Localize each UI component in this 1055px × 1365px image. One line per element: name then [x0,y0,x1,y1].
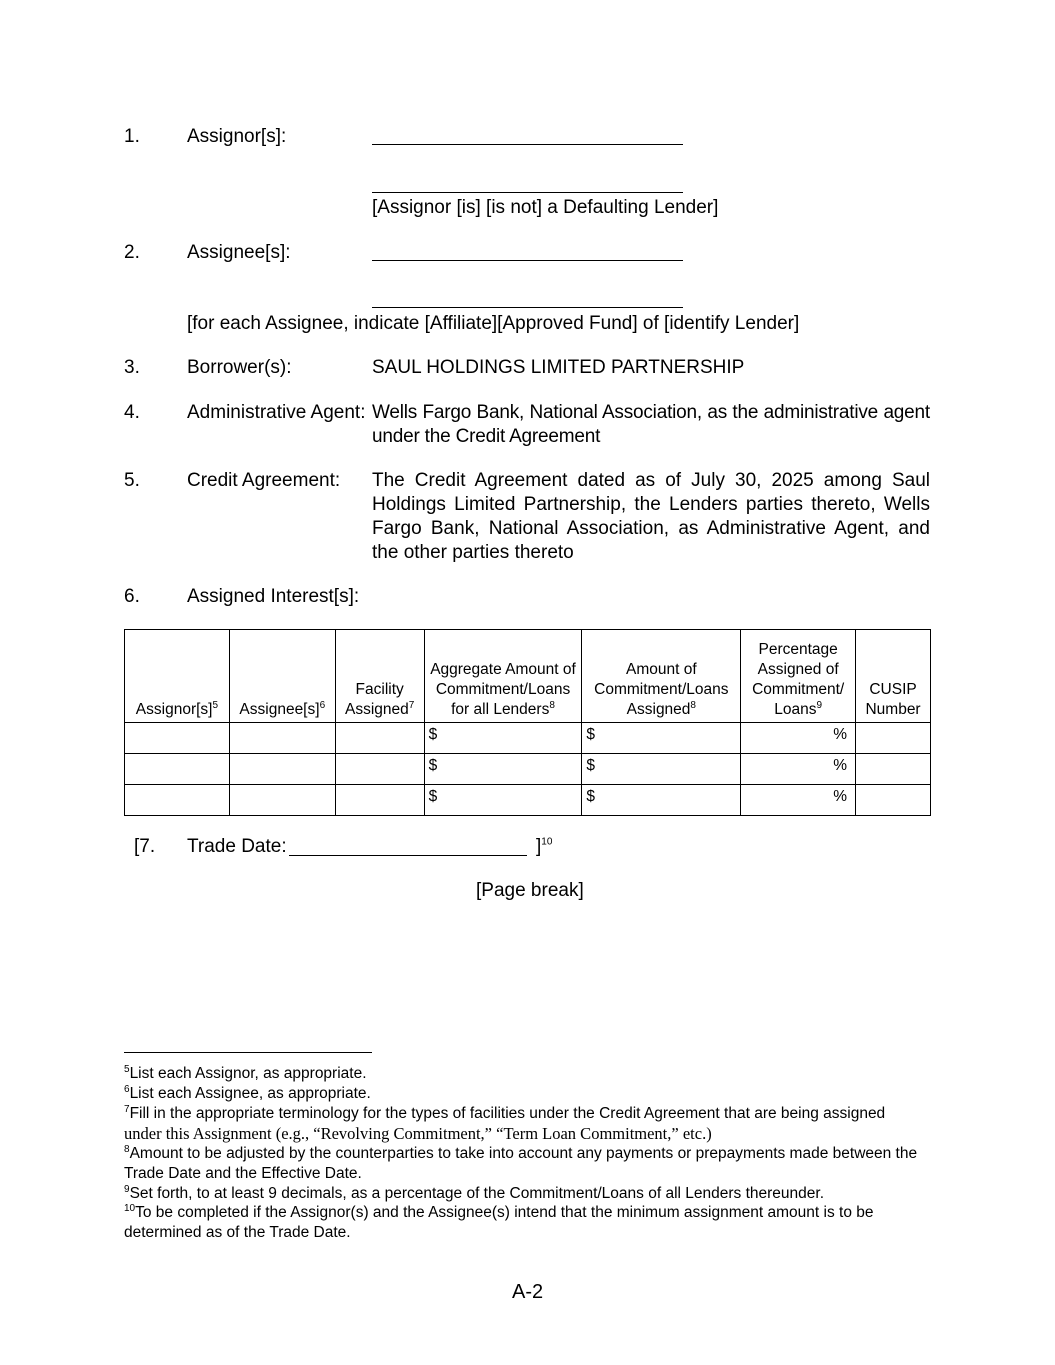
defaulting-lender-note: [Assignor [is] [is not] a Defaulting Lender] [372,197,719,218]
item-6-number: 6. [124,586,140,607]
page-number: A-2 [512,1281,544,1303]
admin-agent-label: Administrative Agent: [187,402,366,423]
table-cell[interactable] [856,723,931,754]
trade-date-bracket-open: [7. [134,836,156,857]
table-cell[interactable]: % [741,754,856,785]
table-header-row [125,630,931,723]
table-cell[interactable]: $ [424,723,582,754]
header-percentage: Percentage Assigned of Commitment/ Loans$^9$ [741,630,856,723]
footnote-9: $^9$Set forth, to at least 9 decimals, as a percentage of the Commitment/Loans of all Lenders thereunder. [124,1183,825,1202]
assignee-label: Assignee[s]: [187,242,291,263]
borrower-label: Borrower(s): [187,357,292,378]
table-cell[interactable] [125,723,230,754]
table-cell[interactable] [856,785,931,816]
assigned-interest-label: Assigned Interest[s]: [187,586,360,607]
header-facility: Facility Assigned$^7$ [335,630,424,723]
header-cusip: CUSIP Number [856,630,931,723]
table-cell[interactable] [335,754,424,785]
table-cell[interactable] [335,785,424,816]
table-cell[interactable] [335,723,424,754]
item-5-number: 5. [124,470,140,491]
item-3-number: 3. [124,357,140,378]
table-cell[interactable]: $ [582,754,741,785]
assignor-line-1[interactable] [372,144,683,145]
header-aggregate-amount: Aggregate Amount of Commitment/Loans for all Lenders$^8$ [424,630,582,723]
table-cell[interactable]: % [741,723,856,754]
assignee-line-2[interactable] [372,307,683,308]
item-2-number: 2. [124,242,140,263]
trade-date-label: Trade Date: [187,836,287,857]
footnote-10: $^{10}$To be completed if the Assignor(s) and the Assignee(s) intend that the minimum assignment amount is to be determined as of the Trade Date. [124,1202,874,1241]
table-row [125,785,931,816]
footnote-8: $^8$Amount to be adjusted by the counterparties to take into account any payments or prepayments made between the Trade Date and the Effective Date. [124,1143,918,1182]
borrower-value: SAUL HOLDINGS LIMITED PARTNERSHIP [372,357,745,378]
affiliate-note: [for each Assignee, indicate [Affiliate][Approved Fund] of [identify Lender] [187,313,800,334]
header-amount-assigned: Amount of Commitment/Loans Assigned$^8$ [582,630,741,723]
table-cell[interactable] [125,785,230,816]
page-break-note: [Page break] [476,880,584,901]
assignee-line-1[interactable] [372,260,683,261]
table-cell[interactable] [125,754,230,785]
item-4-number: 4. [124,402,140,423]
table-row [125,723,931,754]
assignor-label: Assignor[s]: [187,126,287,147]
footnote-6: $^6$List each Assignee, as appropriate. [124,1083,371,1102]
table-cell[interactable] [229,785,335,816]
table-cell[interactable]: % [741,785,856,816]
footnote-separator [124,1052,372,1053]
credit-agreement-label: Credit Agreement: [187,470,341,491]
trade-date-line[interactable] [289,855,527,856]
table-cell[interactable]: $ [582,723,741,754]
assigned-interest-table [124,629,931,816]
assignor-line-2[interactable] [372,192,683,193]
footnote-7: $^7$Fill in the appropriate terminology for the types of facilities under the Credit Agreement that are being assigned under this Assignment (e.g., “Revolving Commitment,” “Term Loan Commitment,” etc.) [124,1103,886,1143]
table-cell[interactable] [229,754,335,785]
header-assignor: $Assignor[s]^5$ [125,630,230,723]
item-1-number: 1. [124,126,140,147]
table-cell[interactable]: $ [424,785,582,816]
table-cell[interactable]: $ [582,785,741,816]
header-assignee: $Assignee[s]^6$ [229,630,335,723]
table-row [125,754,931,785]
table-cell[interactable]: $ [424,754,582,785]
footnote-5: $^5$List each Assignor, as appropriate. [124,1063,367,1082]
credit-agreement-value: The Credit Agreement dated as of July 30, 2025 among Saul Holdings Limited Partnership, the Lenders parties thereto, Wells Fargo Bank, National Association, as Administrative Agent, and the other parties thereto [372,470,930,563]
trade-date-bracket-close: ]$^{10}$ [536,836,553,857]
table-cell[interactable] [229,723,335,754]
admin-agent-value: Wells Fargo Bank, National Association, as the administrative agent under the Credit Agreement [372,402,930,447]
table-cell[interactable] [856,754,931,785]
